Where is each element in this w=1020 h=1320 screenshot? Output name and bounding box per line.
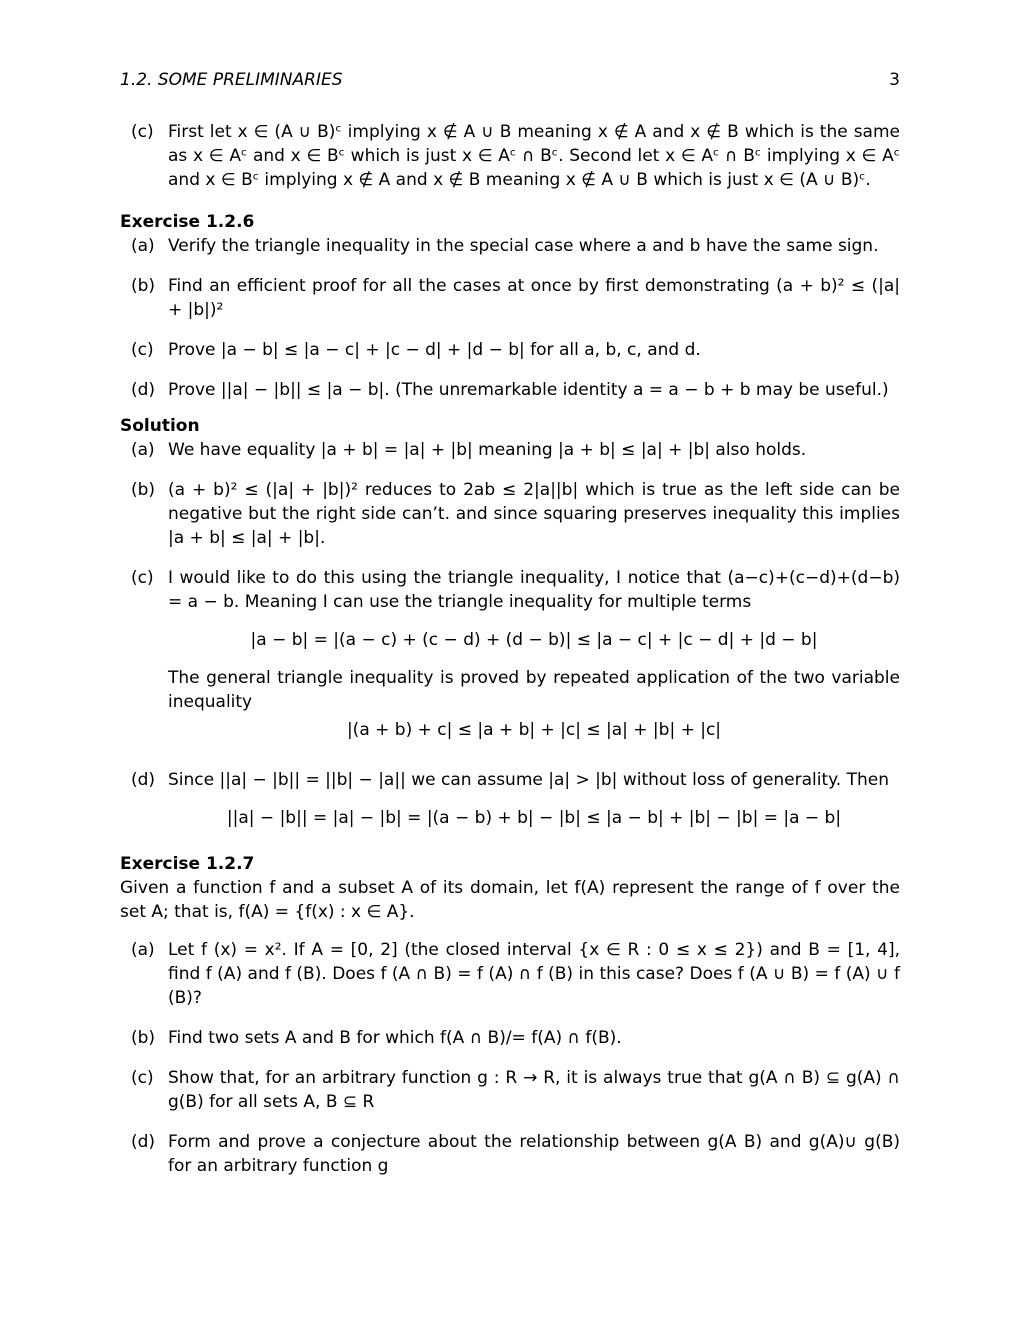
- display-equation: ||a| − |b|| = |a| − |b| = |(a − b) + b| − |b| ≤ |a − b| + |b| − |b| = |a − b|: [226, 808, 842, 828]
- item-label: (b): [131, 276, 156, 296]
- item-label: (a): [131, 236, 155, 256]
- list-item: [120, 938, 900, 1010]
- list-item: [120, 378, 900, 402]
- list-item: [120, 120, 900, 192]
- solution-list: [120, 438, 900, 844]
- item-label: (a): [131, 940, 155, 960]
- item-text: Prove |a − b| ≤ |a − c| + |c − d| + |d − b| for all a, b, c, and d.: [168, 340, 701, 360]
- item-label: (d): [131, 380, 156, 400]
- list-item: [120, 1026, 900, 1050]
- item-text: Let f (x) = x². If A = [0, 2] (the closed interval {x ∈ R : 0 ≤ x ≤ 2}) and B = [1, 4], find f (A) and f (B). Does f (A ∩ B) = f (A) ∩ f (B) in this case? Does f (A ∪ B) = f (A) ∪ f (B)?: [168, 940, 900, 1008]
- page-header: [120, 68, 900, 94]
- running-title: 1.2. SOME PRELIMINARIES: [120, 70, 343, 90]
- item-text: First let x ∈ (A ∪ B)ᶜ implying x ∉ A ∪ B meaning x ∉ A and x ∉ B which is the same as x ∈ Aᶜ and x ∈ Bᶜ which is just x ∈ Aᶜ ∩ Bᶜ. Second let x ∈ Aᶜ ∩ Bᶜ implying x ∈ Aᶜ and x ∈ Bᶜ implying x ∉ A and x ∉ B meaning x ∉ A ∪ B which is just x ∈ (A ∪ B)ᶜ.: [168, 122, 900, 190]
- item-label: (c): [131, 1068, 154, 1088]
- item-label: (d): [131, 770, 156, 790]
- item-text: Since ||a| − |b|| = ||b| − |a|| we can assume |a| > |b| without loss of generality. Then: [168, 770, 889, 790]
- exercise-heading: Exercise 1.2.7: [120, 854, 255, 874]
- item-label: (b): [131, 1028, 156, 1048]
- item-text: Find an efficient proof for all the cases at once by first demonstrating (a + b)² ≤ (|a| + |b|)²: [168, 276, 900, 320]
- exercise-list: [120, 234, 900, 402]
- page-number: 3: [889, 70, 900, 90]
- page-content: [120, 120, 900, 1178]
- list-item: [120, 234, 900, 258]
- display-equation: |(a + b) + c| ≤ |a + b| + |c| ≤ |a| + |b| + |c|: [346, 720, 722, 740]
- list-item: [120, 338, 900, 362]
- item-label: (c): [131, 122, 154, 142]
- exercise-list: [120, 938, 900, 1178]
- item-label: (b): [131, 480, 156, 500]
- item-body: [168, 768, 900, 844]
- item-text: The general triangle inequality is proved by repeated application of the two variable inequality: [168, 668, 900, 712]
- item-label: (c): [131, 568, 154, 588]
- item-text: I would like to do this using the triangle inequality, I notice that (a−c)+(c−d)+(d−b) = a − b. Meaning I can use the triangle inequality for multiple terms: [168, 568, 900, 612]
- list-item: [120, 1066, 900, 1114]
- list-item: [120, 768, 900, 844]
- item-body: [168, 566, 900, 752]
- item-text: Verify the triangle inequality in the special case where a and b have the same sign.: [168, 236, 879, 256]
- list-item: [120, 566, 900, 752]
- solution-heading: Solution: [120, 416, 200, 436]
- item-text: Prove ||a| − |b|| ≤ |a − b|. (The unremarkable identity a = a − b + b may be useful.): [168, 380, 889, 400]
- item-text: (a + b)² ≤ (|a| + |b|)² reduces to 2ab ≤ 2|a||b| which is true as the left side can be negative but the right side can’t. and since squaring preserves inequality this implies |a + b| ≤ |a| + |b|.: [168, 480, 900, 548]
- item-label: (a): [131, 440, 155, 460]
- item-text: We have equality |a + b| = |a| + |b| meaning |a + b| ≤ |a| + |b| also holds.: [168, 440, 807, 460]
- list-item: [120, 478, 900, 550]
- display-equation: |a − b| = |(a − c) + (c − d) + (d − b)| ≤ |a − c| + |c − d| + |d − b|: [250, 630, 818, 650]
- exercise-intro: Given a function f and a subset A of its domain, let f(A) represent the range of f over the set A; that is, f(A) = {f(x) : x ∈ A}.: [120, 878, 900, 922]
- item-text: Form and prove a conjecture about the relationship between g(A B) and g(A)∪ g(B) for an arbitrary function g: [168, 1132, 900, 1176]
- list-item: [120, 438, 900, 462]
- item-label: (c): [131, 340, 154, 360]
- list-item: [120, 274, 900, 322]
- item-text: Show that, for an arbitrary function g : R → R, it is always true that g(A ∩ B) ⊆ g(A) ∩ g(B) for all sets A, B ⊆ R: [168, 1068, 900, 1112]
- item-text: Find two sets A and B for which f(A ∩ B)/= f(A) ∩ f(B).: [168, 1028, 622, 1048]
- exercise-heading: Exercise 1.2.6: [120, 212, 255, 232]
- list-item: [120, 1130, 900, 1178]
- item-label: (d): [131, 1132, 156, 1152]
